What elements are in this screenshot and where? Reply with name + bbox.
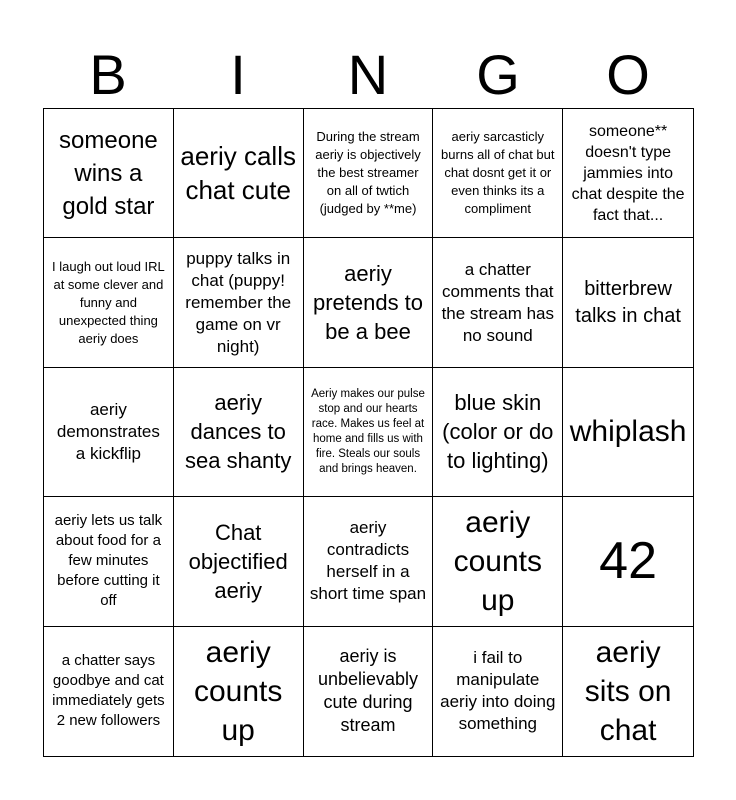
cell-text: i fail to manipulate aeriy into doing something — [440, 648, 556, 734]
cell-text: bitterbrew talks in chat — [575, 277, 681, 327]
bingo-cell[interactable] — [563, 109, 693, 238]
bingo-cell[interactable] — [563, 627, 693, 756]
bingo-cell[interactable] — [304, 109, 434, 238]
cell-text: I laugh out loud IRL at some clever and funny and unexpected thing aeriy does — [52, 258, 165, 346]
bingo-cell[interactable] — [433, 238, 563, 367]
bingo-header — [43, 42, 693, 108]
bingo-cell[interactable] — [304, 368, 434, 497]
bingo-cell[interactable] — [433, 497, 563, 626]
cell-text: aeriy demonstrates a kickflip — [56, 399, 160, 463]
cell-text: aeriy lets us talk about food for a few minutes before cutting it off — [54, 512, 163, 610]
cell-text: someone** doesn't type jammies into chat despite the fact that... — [571, 122, 685, 224]
cell-text: puppy talks in chat (puppy! remember the game on vr night) — [185, 248, 292, 356]
bingo-cell[interactable] — [304, 238, 434, 367]
cell-text: blue skin (color or do to lighting) — [442, 390, 554, 474]
bingo-cell[interactable] — [563, 497, 693, 626]
bingo-cell[interactable] — [174, 497, 304, 626]
bingo-cell[interactable] — [304, 627, 434, 756]
bingo-cell[interactable] — [44, 368, 174, 497]
cell-text: During the stream aeriy is objectively the best streamer on all of twtich (judged by **me) — [315, 129, 421, 217]
header-letter-n: N — [347, 43, 389, 106]
cell-text: aeriy pretends to be a bee — [312, 261, 424, 345]
cell-text: aeriy sits on chat — [584, 635, 672, 747]
cell-text: Aeriy makes our pulse stop and our hearts race. Makes us feel at home and fills us with fire. Steals our souls and brings heaven. — [311, 387, 425, 475]
cell-text: a chatter comments that the stream has no sound — [441, 259, 555, 345]
bingo-cell[interactable] — [174, 238, 304, 367]
cell-text: aeriy sarcasticly burns all of chat but chat dosnt get it or even thinks its a compliment — [441, 129, 555, 217]
bingo-cell[interactable] — [44, 497, 174, 626]
bingo-cell[interactable] — [174, 109, 304, 238]
cell-text: whiplash — [569, 415, 687, 449]
bingo-cell[interactable] — [174, 368, 304, 497]
cell-text: a chatter says goodbye and cat immediately gets 2 new followers — [52, 652, 165, 730]
cell-text: aeriy contradicts herself in a short time span — [309, 518, 427, 604]
bingo-cell[interactable] — [433, 109, 563, 238]
header-letter-g: G — [476, 43, 520, 106]
header-letter-i: I — [230, 43, 246, 106]
bingo-cell[interactable] — [44, 627, 174, 756]
bingo-cell[interactable] — [563, 238, 693, 367]
bingo-board — [43, 108, 694, 757]
cell-text: aeriy counts up — [453, 505, 542, 617]
cell-text: aeriy calls chat cute — [180, 141, 296, 206]
bingo-cell[interactable] — [433, 368, 563, 497]
cell-text: 42 — [599, 532, 658, 591]
cell-text: Chat objectified aeriy — [188, 519, 288, 603]
header-letter-b: B — [89, 43, 127, 106]
bingo-cell[interactable] — [304, 497, 434, 626]
cell-text: aeriy counts up — [194, 635, 283, 747]
cell-text: someone wins a gold star — [59, 126, 158, 220]
header-letter-o: O — [606, 43, 650, 106]
cell-text: aeriy is unbelievably cute during stream — [317, 646, 419, 736]
bingo-cell[interactable] — [174, 627, 304, 756]
bingo-cell[interactable] — [44, 109, 174, 238]
bingo-cell[interactable] — [44, 238, 174, 367]
bingo-cell[interactable] — [433, 627, 563, 756]
cell-text: aeriy dances to sea shanty — [184, 390, 292, 474]
bingo-cell[interactable] — [563, 368, 693, 497]
